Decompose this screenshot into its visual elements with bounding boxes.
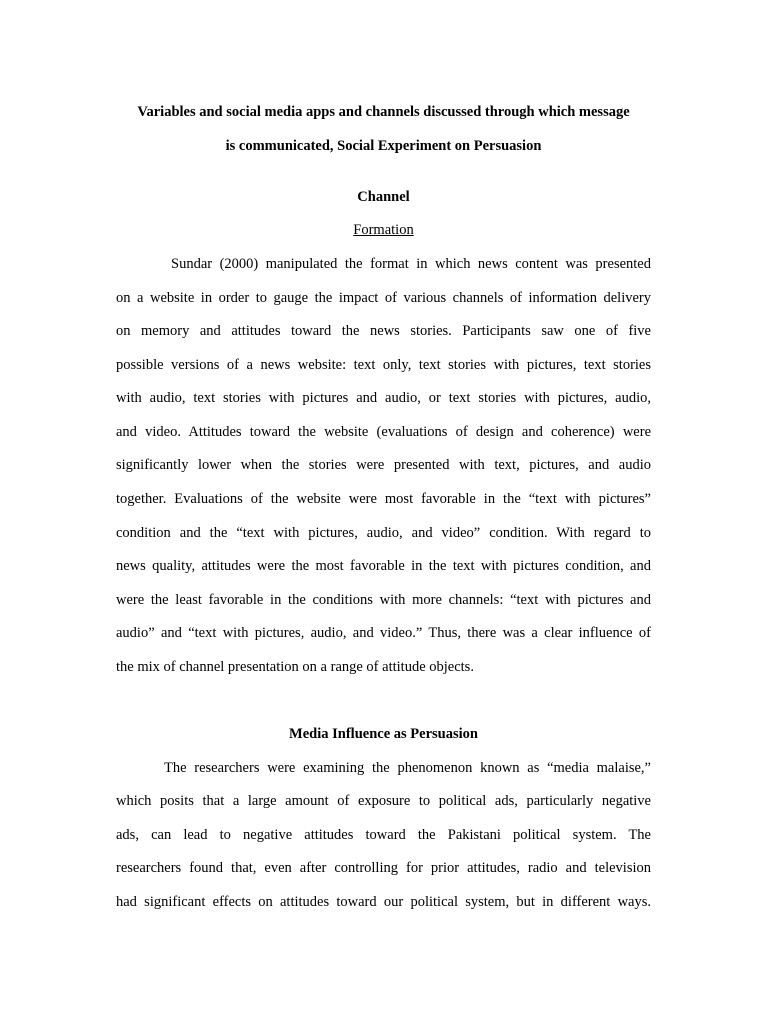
paragraph-line: and video. Attitudes toward the website (evaluations of design and coherence) were [116, 424, 651, 440]
paragraph-line: were the least favorable in the conditions with more channels: “text with pictures and [116, 592, 651, 608]
paragraph-line: which posits that a large amount of exposure to political ads, particularly negative [116, 793, 651, 809]
paragraph-line: with audio, text stories with pictures and audio, or text stories with pictures, audio, [116, 390, 651, 406]
paragraph-line: news quality, attitudes were the most favorable in the text with pictures condition, and [116, 558, 651, 574]
paragraph-line: ads, can lead to negative attitudes toward the Pakistani political system. The [116, 827, 651, 843]
paragraph-line: audio” and “text with pictures, audio, and video.” Thus, there was a clear influence of [116, 625, 651, 641]
paragraph-line: the mix of channel presentation on a range of attitude objects. [116, 659, 474, 675]
section-heading-media-influence: Media Influence as Persuasion [289, 726, 478, 742]
paragraph-line: significantly lower when the stories were presented with text, pictures, and audio [116, 457, 651, 473]
section-heading-channel: Channel [357, 189, 410, 205]
paragraph-line: on a website in order to gauge the impact of various channels of information delivery [116, 290, 651, 306]
paragraph-line: together. Evaluations of the website were most favorable in the “text with pictures” [116, 491, 651, 507]
paragraph-line: The researchers were examining the phenomenon known as “media malaise,” [164, 760, 651, 776]
paragraph-line: researchers found that, even after controlling for prior attitudes, radio and television [116, 860, 651, 876]
paragraph-line: condition and the “text with pictures, audio, and video” condition. With regard to [116, 525, 651, 541]
paragraph-line: on memory and attitudes toward the news stories. Participants saw one of five [116, 323, 651, 339]
document-title-line-1: Variables and social media apps and channels discussed through which message [137, 104, 630, 120]
paragraph-line: had significant effects on attitudes toward our political system, but in different ways. [116, 894, 651, 910]
section-subheading-formation: Formation [353, 222, 414, 238]
document-title-line-2: is communicated, Social Experiment on Persuasion [225, 138, 542, 154]
paragraph-line: Sundar (2000) manipulated the format in which news content was presented [171, 256, 651, 272]
paragraph-line: possible versions of a news website: text only, text stories with pictures, text stories [116, 357, 651, 373]
